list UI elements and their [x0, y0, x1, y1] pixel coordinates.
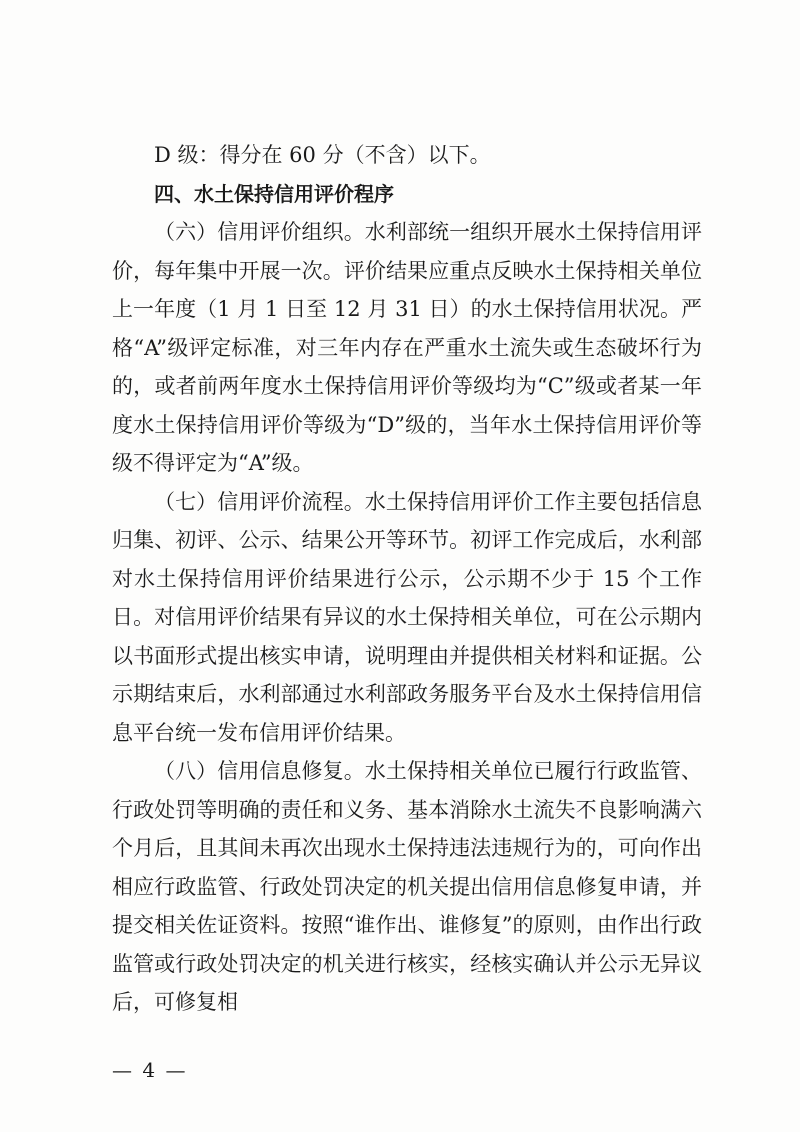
- section-heading: 四、水土保持信用评价程序: [154, 181, 394, 206]
- page-number: — 4 —: [112, 1058, 188, 1082]
- credit-information-repair-paragraph: （八）信用信息修复。水土保持相关单位已履行行政监管、行政处罚等明确的责任和义务、基本消除水土流失不良影响满六个月后，且其间未再次出现水土保持违法违规行为的，可向作出相应行政监管、行政处罚决定的机关提出信用信息修复申请，并提交相关佐证资料。按照“谁作出、谁修复”的原则，由作出行政监管或行政处罚决定的机关进行核实，经核实确认并公示无异议后，可修复相: [112, 759, 702, 1014]
- credit-evaluation-process-paragraph: （七）信用评价流程。水土保持信用评价工作主要包括信息归集、初评、公示、结果公开等环节。初评工作完成后，水利部对水土保持信用评价结果进行公示，公示期不少于 15 个工作日。对信用评价结果有异议的水土保持相关单位，可在公示期内以书面形式提出核实申请，说明理由并提供相关材料和证据。公示期结束后，水利部通过水利部政务服务平台及水土保持信用信息平台统一发布信用评价结果。: [112, 489, 702, 745]
- document-body: [112, 136, 702, 1022]
- grade-d-paragraph: D 级：得分在 60 分（不含）以下。: [154, 143, 491, 167]
- credit-evaluation-organization-paragraph: （六）信用评价组织。水利部统一组织开展水土保持信用评价，每年集中开展一次。评价结果应重点反映水土保持相关单位上一年度（1 月 1 日至 12 月 31 日）的水土保持信用状况。严格“A”级评定标准，对三年内存在严重水土流失或生态破坏行为的，或者前两年度水土保持信用评价等级均为“C”级或者某一年度水土保持信用评价等级为“D”级的，当年水土保持信用评价等级不得评定为“A”级。: [112, 220, 702, 475]
